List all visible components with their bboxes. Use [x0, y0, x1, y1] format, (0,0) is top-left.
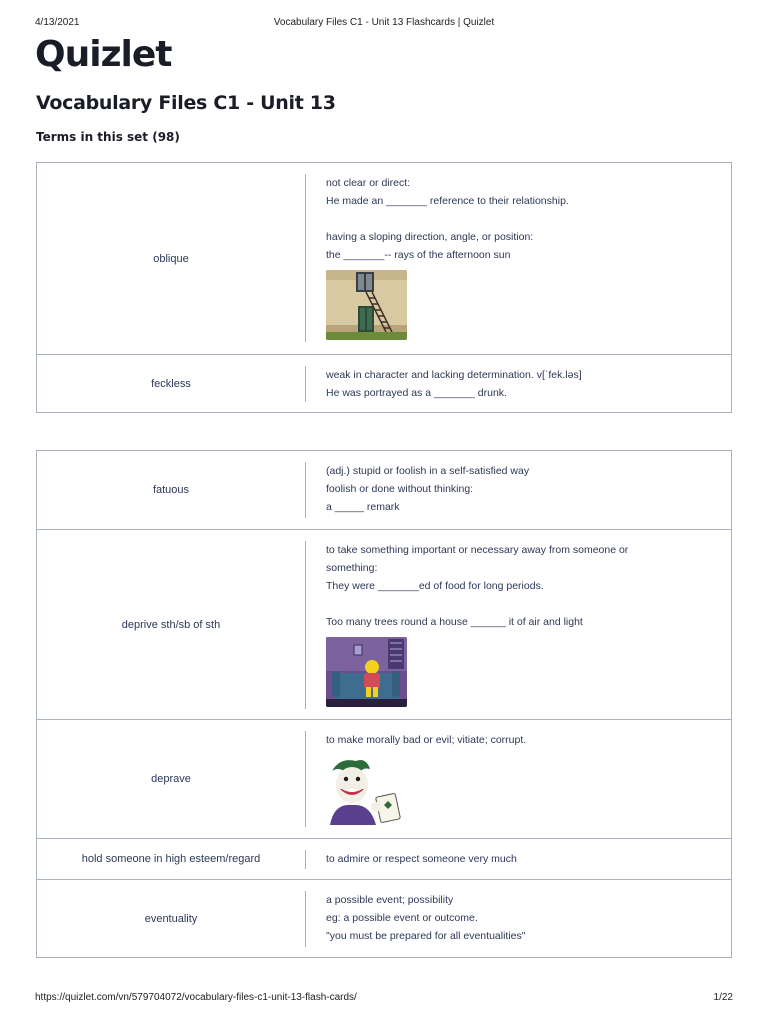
term-row-hold-someone-in-high-esteem — [37, 838, 731, 879]
term-row-eventuality — [37, 879, 731, 957]
building-wall-with-ladder-photo[interactable] — [326, 270, 407, 340]
column-divider — [305, 462, 306, 518]
definition-line: to make morally bad or evil; vitiate; corrupt. — [326, 734, 527, 746]
term-definition — [326, 462, 711, 516]
term-word: fatuous — [152, 484, 190, 496]
definition-line: He made an _______ reference to their relationship. — [326, 195, 569, 207]
quizlet-logo[interactable]: Quizlet — [35, 34, 172, 75]
term-row-fatuous — [37, 451, 731, 529]
joker-holding-card-image[interactable] — [326, 755, 407, 825]
term-word: deprive sth/sb of sth — [121, 618, 221, 631]
term-definition — [326, 366, 711, 402]
definition-line: not clear or direct: — [326, 177, 411, 189]
term-definition — [326, 541, 711, 707]
joker-card-svg — [326, 755, 407, 825]
term-word: feckless — [151, 377, 191, 390]
definition-line: something: — [326, 562, 378, 574]
print-footer — [35, 992, 733, 1008]
definition-line: He was portrayed as a _______ drunk. — [326, 387, 507, 399]
column-divider — [305, 891, 306, 947]
page-url-link[interactable]: https://quizlet.com/vn/579704072/vocabulary-files-c1-unit-13-flash-cards/ — [35, 992, 357, 1003]
term-definition — [326, 174, 711, 340]
page-number: 1/22 — [713, 992, 733, 1003]
term-word: oblique — [153, 252, 189, 265]
column-divider — [305, 731, 306, 827]
definition-gap — [326, 595, 711, 613]
print-document-title: Vocabulary Files C1 - Unit 13 Flashcards | Quizlet — [273, 17, 495, 28]
term-group — [36, 162, 732, 413]
definition-line: Too many trees round a house ______ it of air and light — [326, 616, 583, 628]
term-word: eventuality — [144, 912, 198, 925]
term-row-deprave — [37, 719, 731, 838]
cartoon-couch-svg — [326, 637, 407, 707]
definition-line: "you must be prepared for all eventualities" — [326, 930, 526, 942]
column-divider — [305, 174, 306, 342]
term-group — [36, 450, 732, 958]
definition-line: to admire or respect someone very much — [326, 853, 517, 865]
definition-line: eg: a possible event or outcome. — [326, 912, 478, 924]
terms-count-heading: Terms in this set (98) — [36, 130, 180, 144]
term-word: deprave — [151, 773, 191, 785]
definition-line: a _____ remark — [326, 501, 400, 513]
term-definition — [326, 891, 711, 945]
definition-line: the _______-- rays of the afternoon sun — [326, 249, 511, 261]
building-wall-photo-svg — [326, 270, 407, 340]
term-definition — [326, 850, 711, 868]
cartoon-character-on-couch-image[interactable] — [326, 637, 407, 707]
definition-line: to take something important or necessary away from someone or — [326, 544, 629, 556]
print-header — [35, 17, 733, 33]
definition-line: weak in character and lacking determination. v[ˈfek.ləs] — [326, 369, 582, 381]
definition-line: foolish or done without thinking: — [326, 483, 474, 495]
definition-line: (adj.) stupid or foolish in a self-satisfied way — [326, 465, 530, 477]
term-row-feckless — [37, 354, 731, 412]
definition-line: having a sloping direction, angle, or position: — [326, 231, 534, 243]
definition-line: They were _______ed of food for long periods. — [326, 580, 544, 592]
definition-gap — [326, 210, 711, 228]
print-date: 4/13/2021 — [35, 17, 80, 28]
set-title: Vocabulary Files C1 - Unit 13 — [36, 92, 336, 114]
definition-line: a possible event; possibility — [326, 894, 454, 906]
column-divider — [305, 366, 306, 402]
term-row-oblique — [37, 163, 731, 354]
term-word: hold someone in high esteem/regard — [81, 853, 261, 865]
column-divider — [305, 541, 306, 709]
column-divider — [305, 850, 306, 869]
term-row-deprive — [37, 529, 731, 719]
term-definition — [326, 731, 711, 825]
